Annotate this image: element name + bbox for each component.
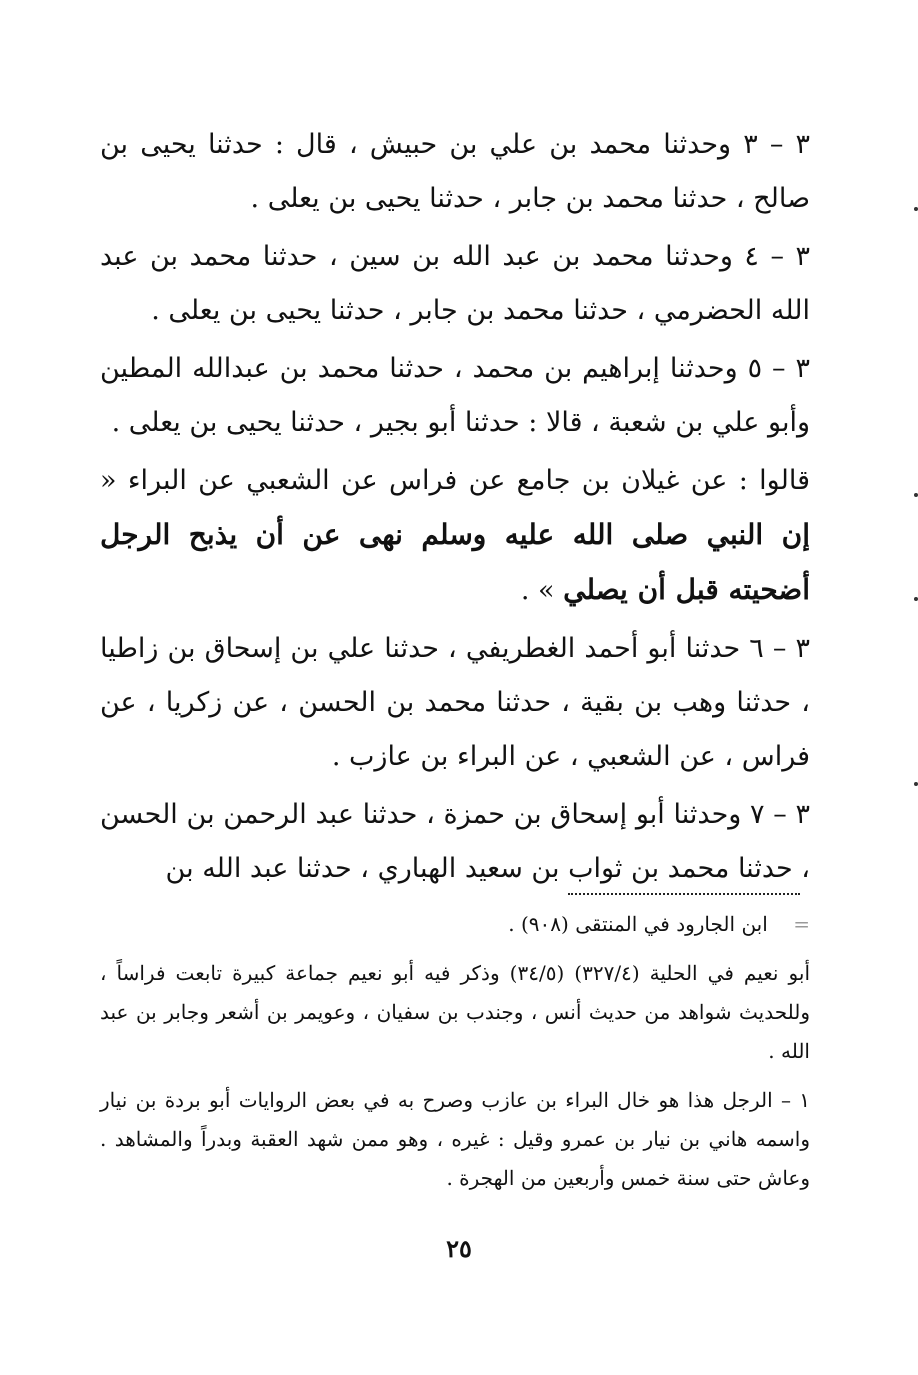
isnad-paragraph-3-5: ٣ – ٥ وحدثنا إبراهيم بن محمد ، حدثنا محمد بن عبدالله المطين وأبو علي بن شعبة ، قالا : حدثنا أبو بجير ، حدثنا يحيى بن يعلى . (100, 353, 811, 438)
footnote-text: ابن الجارود في المنتقى (٩٠٨) . (508, 912, 768, 936)
main-text (100, 118, 810, 900)
isnad-paragraph-3-7: ٣ – ٧ وحدثنا أبو إسحاق بن حمزة ، حدثنا عبد الرحمن بن الحسن ، حدثنا محمد بن ثواب بن سعيد الهباري ، حدثنا عبد الله بن (100, 799, 810, 884)
footnote-continued-2: أبو نعيم في الحلية (٣٢٧/٤) (٣٤/٥) وذكر فيه أبو نعيم جماعة كبيرة تابعت فراساً ، وللحديث شواهد من حديث أنس ، وجندب بن سفيان ، وعويمر بن أشعر وجابر بن عبد الله . (100, 961, 810, 1063)
scan-margin-mark (914, 782, 918, 786)
footnote-1: ١ – الرجل هذا هو خال البراء بن عازب وصرح به في بعض الروايات أبو بردة بن نيار واسمه هاني بن نيار بن عمرو وقيل : غيره ، وهو ممن شهد العقبة وبدراً والمشاهد . وعاش حتى سنة خمس وأربعين من الهجرة . (100, 1088, 810, 1190)
scan-margin-mark (914, 597, 918, 601)
scan-margin-mark (914, 493, 918, 497)
hadith-close: » . (520, 575, 564, 606)
footnote-divider (568, 893, 800, 895)
hadith-intro: قالوا : عن غيلان بن جامع عن فراس عن الشعبي عن البراء « (100, 465, 810, 496)
isnad-paragraph-3-3: ٣ – ٣ وحدثنا محمد بن علي بن حبيش ، قال : حدثنا يحيى بن صالح ، حدثنا محمد بن جابر ، حدثنا يحيى بن يعلى . (100, 129, 810, 214)
hadith-text: إن النبي صلى الله عليه وسلم نهى عن أن يذبح الرجل أضحيته قبل أن يصلي (100, 518, 810, 606)
isnad-paragraph-3-4: ٣ – ٤ وحدثنا محمد بن عبد الله بن سين ، حدثنا محمد بن عبد الله الحضرمي ، حدثنا محمد بن جابر ، حدثنا يحيى بن يعلى . (100, 241, 810, 326)
footnotes-section (100, 905, 810, 1208)
footnote-continuation-mark: = (793, 912, 810, 936)
footnote-continued (100, 905, 810, 944)
page-number: ٢٥ (446, 1234, 472, 1263)
scan-margin-mark (914, 207, 918, 211)
isnad-paragraph-3-6: ٣ – ٦ حدثنا أبو أحمد الغطريفي ، حدثنا علي بن إسحاق بن زاطيا ، حدثنا وهب بن بقية ، حدثنا محمد بن الحسن ، عن زكريا ، عن فراس ، عن الشعبي ، عن البراء بن عازب . (100, 633, 810, 772)
hadith-paragraph (100, 454, 810, 618)
